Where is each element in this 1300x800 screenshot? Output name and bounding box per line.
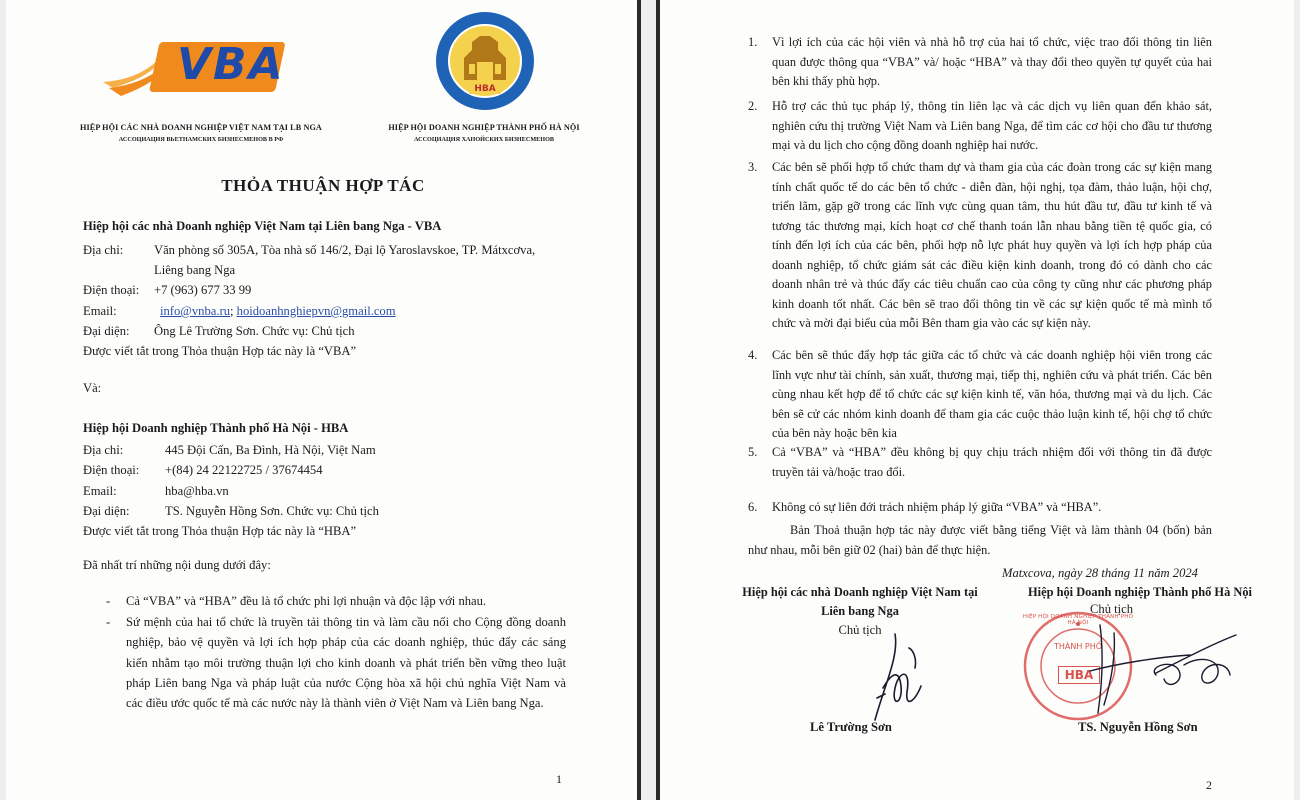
place-date: Matxcova, ngày 28 tháng 11 năm 2024 [1002,566,1198,580]
party2-rep: TS. Nguyễn Hồng Sơn. Chức vụ: Chủ tịch [165,504,379,518]
list-item [748,97,1218,157]
org-left-header: HIỆP HỘI CÁC NHÀ DOANH NGHIỆP VIỆT NAM TẠI LB NGA [80,123,322,132]
list-item [748,498,1218,518]
list-item-number: 3. [748,160,758,174]
org-right-subheader: АССОЦИАЦИЯ ХАНОЙСКИХ БИЗНЕСМЕНОВ [413,136,555,143]
document-title: THỎA THUẬN HỢP TÁC [221,176,425,195]
list-item [748,33,1218,93]
party2-abbreviation: Được viết tắt trong Thỏa thuận Hợp tác này là “HBA” [83,524,357,538]
party1-name: Hiệp hội các nhà Doanh nghiệp Việt Nam tại Liên bang Nga - VBA [83,219,442,233]
party2-address: 445 Đội Cấn, Ba Đình, Hà Nội, Việt Nam [165,443,376,457]
hba-logo-text: HBA [469,84,501,94]
org-right-header: HIỆP HỘI DOANH NGHIỆP THÀNH PHỐ HÀ NỘI [388,123,580,132]
stamp-text: HBA [1058,666,1100,684]
stamp-city-text: THÀNH PHỐ [1053,642,1103,651]
sig-left-title: Chủ tịch [838,623,882,637]
party1-abbreviation: Được viết tắt trong Thỏa thuận Hợp tác này là “VBA” [83,344,357,358]
list-item-number: 6. [748,500,758,514]
sig-left-name: Lê Trường Sơn [810,720,892,734]
list-item-number: 2. [748,99,758,113]
list-item-number: 1. [748,35,758,49]
list-item-number: 4. [748,348,758,362]
party2-address-label: Địa chỉ: [83,443,124,457]
hba-logo [434,10,536,112]
party1-email-link-1[interactable]: info@vnba.ru [160,304,231,318]
sig-right-name: TS. Nguyễn Hồng Sơn [1078,720,1198,734]
page-number: 2 [1206,778,1212,792]
sig-right-title: Chủ tịch [1090,602,1134,616]
signature-right [1060,615,1260,715]
party1-phone-label: Điện thoại: [83,283,140,297]
page-edge [637,0,641,800]
party1-address-line1: Văn phòng số 305A, Tòa nhà số 146/2, Đại lộ Yaroslavskoe, TP. Mátxcơva, [154,243,536,257]
party1-email-link-2[interactable]: hoidoanhnghiepvn@gmail.com [236,304,396,318]
party2-name: Hiệp hội Doanh nghiệp Thành phố Hà Nội - HBA [83,421,349,435]
bullet-mark: - [106,615,111,629]
list-item [748,346,1218,446]
vba-logo-text: VBA [177,39,285,90]
party2-phone: +(84) 24 22122725 / 37674454 [165,463,323,477]
bullet-mark: - [106,594,111,608]
party1-address-label: Địa chỉ: [83,243,124,257]
sig-left-org [720,583,1000,621]
signature-left [855,628,935,728]
party2-email: hba@hba.vn [165,484,229,498]
party2-phone-label: Điện thoại: [83,463,140,477]
party2-rep-label: Đại diện: [83,504,130,518]
party1-email-separator: ; [230,304,234,318]
page-number: 1 [556,772,562,786]
list-item-text: Các bên sẽ phối hợp tổ chức tham dự và tham gia của các đoàn trong các sự kiện mang tính chất quốc tế do các bên tổ chức - diễn đàn, hội nghị, tọa đàm, thảo luận, hội chợ, triển lãm, gặp gỡ trong các lĩnh vực cùng quan tâm, thu hút đầu tư, đầu tư kinh tế và tương tác thương mại, kích hoạt cơ chế thanh toán lẫn nhau bằng tiền tệ quốc gia, có tính đến lợi ích của các bên, phối hợp nỗ lực phát huy quyền và lợi ích hợp pháp của doanh nghiệp, tổ chức giám sát các điều kiện kinh doanh, trong đó có dành cho các doanh nhân trẻ và thúc đẩy các tiêu chuẩn cao của công ty cũng như các phương pháp kinh doanh tốt nhất. Các bên sẽ trao đổi thông tin về các sự kiện quốc tế mà mình tổ chức và mời đại biểu của mỗi Bên tham gia vào các sự kiện này. [772,160,1212,330]
party1-phone: +7 (963) 677 33 99 [154,283,252,297]
org-left-subheader: АССОЦИАЦИЯ ВЬЕТНАМСКИХ БИЗНЕСМЕНОВ В РФ [118,136,284,143]
document-page-1 [6,0,640,800]
party1-email-label: Email: [83,304,117,318]
list-item-text: Không có sự liên đới trách nhiệm pháp lý giữa “VBA” và “HBA”. [772,500,1102,514]
sig-left-org-line2: Liên bang Nga [821,604,899,618]
sig-right-org: Hiệp hội Doanh nghiệp Thành phố Hà Nội [1028,585,1252,599]
party1-address-line2: Liêng bang Nga [154,263,236,277]
list-item [748,158,1218,338]
list-item-text: Vì lợi ích của các hội viên và nhà hỗ trợ của hai tổ chức, việc trao đổi thông tin liên quan được thông qua “VBA” và/ hoặc “HBA” và thay đổi theo quyền tự quyết của hai bên khi thấy phù hợp. [772,35,1212,88]
sig-left-org-line1: Hiệp hội các nhà Doanh nghiệp Việt Nam tại [742,585,978,599]
list-item-text: Cả “VBA” và “HBA” đều không bị quy chịu trách nhiệm đối với thông tin đã được truyền tải và/hoặc trao đổi. [772,445,1212,479]
party1-rep-label: Đại diện: [83,324,130,338]
party2-email-label: Email: [83,484,117,498]
party1-rep: Ông Lê Trường Sơn. Chức vụ: Chủ tịch [154,324,355,338]
agreed-intro: Đã nhất trí những nội dung dưới đây: [83,558,271,572]
bullet-1: Cả “VBA” và “HBA” đều là tổ chức phi lợi nhuận và độc lập với nhau. [126,594,487,608]
bullet-2: Sứ mệnh của hai tổ chức là truyền tải thông tin và làm cầu nối cho Cộng đồng doanh nghiệp, bảo vệ quyền và lợi ích hợp pháp của các doanh nghiệp, thúc đẩy các sáng kiến nhằm tạo môi trường thuận lợi cho kinh doanh và phát triển bền vững theo luật pháp Liên bang Nga và pháp luật của nước Cộng hòa xã hội chủ nghĩa Việt Nam và các điều ước quốc tế mà các nước này là thành viên ở Việt Nam và Liên bang Nga. [126,615,566,711]
and-label: Và: [83,381,102,395]
list-item [748,443,1218,483]
list-item-text: Hỗ trợ các thủ tục pháp lý, thông tin liên lạc và các dịch vụ liên quan đến khảo sát, nghiên cứu thị trường Việt Nam và Liên bang Nga, để tìm các cơ hội cho đầu tư thương mại và du lịch cho cộng đồng doanh nghiệp hai nước. [772,99,1212,152]
document-page-2 [660,0,1294,800]
list-item-number: 5. [748,445,758,459]
closing-paragraph: Bản Thoả thuận hợp tác này được viết bằng tiếng Việt và làm thành 04 (bốn) bản như nhau, mỗi bên giữ 02 (hai) bản để thực hiện. [748,523,1212,557]
stamp-ring-text: HIỆP HỘI DOANH NGHIỆP THÀNH PHỐ HÀ NỘI [1022,614,1134,626]
list-item-text: Các bên sẽ thúc đẩy hợp tác giữa các tổ chức và các doanh nghiệp hội viên trong các lĩnh vực như tài chính, sản xuất, thương mại, tiếp thị, nghiên cứu và phát triển. Các bên cùng nhau kết hợp để tổ chức các sự kiện kinh tế, văn hóa, thương mại và du lịch. Các bên sẽ cử các nhóm kinh doanh để tham gia các cuộc thảo luận kinh tế, hội chợ tổ chức của bên này hoặc bên kia [772,348,1212,440]
vba-logo [101,26,301,106]
